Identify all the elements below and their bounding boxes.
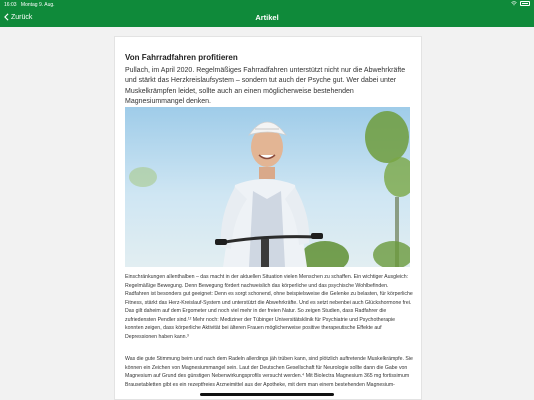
status-bar xyxy=(0,0,534,9)
article-lead: Pullach, im April 2020. Regelmäßiges Fahrradfahren unterstützt nicht nur die Abwehrkräfte und stärkt das Herzkreislaufsystem – sondern tut auch der Psyche gut. Wer dabei unter Muskelkrämpfen leidet, sollte auch an einen möglicherweise bestehenden Magnesiummangel denken. xyxy=(125,67,406,106)
article-paragraph-2: Was die gute Stimmung beim und nach dem Radeln allerdings jäh trüben kann, sind plötzlich auftretende Muskelkrämpfe. Sie können ein Zeichen von Magnesiummangel sein. Laut der Deutschen Gesellschaft für Neurologie sollte dann die Gabe von Magnesium auf Grund des günstigen Nebenwirkungsprofils versucht werden.⁴ Mit Biolectra Magnesium 365 mg fortissimum Brausetabletten gibt es ein rezeptfreies Arzneimittel aus der Apotheke, mit dem man einem bestehenden Magnesium- xyxy=(125,356,413,388)
home-indicator[interactable] xyxy=(200,393,334,396)
status-time xyxy=(4,2,55,8)
nav-bar xyxy=(0,9,534,27)
battery-icon xyxy=(520,1,530,6)
back-button-label: Zurück xyxy=(11,13,33,21)
status-date: Montag 9. Aug. xyxy=(20,2,55,8)
status-indicators xyxy=(511,1,530,6)
article-paragraph-1: Einschränkungen allenthalben – das macht in der aktuellen Situation vielen Menschen zu schaffen. Ein wichtiger Ausgleich: Regelmäßige Bewegung. Denn Bewegung fördert nachweislich das körperliche und das psychische Wohlbefinden. Radfahren ist besonders gut geeignet: Denn es sorgt schonend, ohne beispielsweise die Gelenke zu belasten, für körperliche Fitness, stärkt das Herz-Kreislauf-System und unterstützt die Abwehrkräfte. Und es setzt nebenbei auch Glückshormone frei. Das gilt daheim auf dem Ergometer und noch viel mehr in der freien Natur. So zeigen Studien, dass Radfahrer die zufriedensten Pendler sind.¹² Mehr noch: Mediziner der Tübinger Universitätsklinik für Psychiatrie und Psychotherapie konnten zeigen, dass körperliche Aktivität bei älteren Frauen möglicherweise positive therapeutische Effekte auf Depressionen haben kann.³ xyxy=(125,274,413,340)
article-card[interactable] xyxy=(114,36,422,400)
article-photo xyxy=(125,107,410,267)
wifi-icon xyxy=(511,1,517,6)
page-title: Artikel xyxy=(255,13,279,22)
cyclist-image xyxy=(125,107,410,267)
article-headline: Von Fahrradfahren profitieren xyxy=(125,53,238,62)
status-time-value: 16:03 xyxy=(4,2,17,8)
